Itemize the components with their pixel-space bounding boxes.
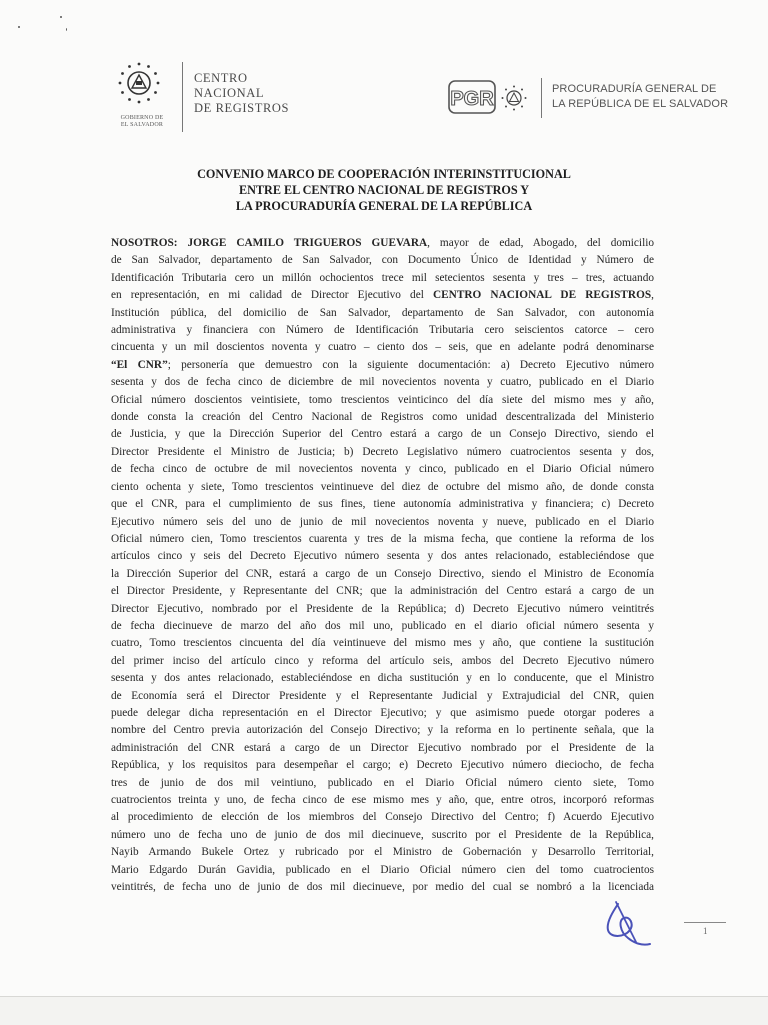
- body-line: tres de junio de dos mil veintiuno, publicado en el Diario Oficial número ciento siete, Tomo: [111, 776, 654, 789]
- body-line: de fecha cinco de octubre de mil novecientos noventa y cinco, publicado en el Diario Oficial número: [111, 463, 654, 476]
- scan-speck: [66, 28, 67, 31]
- page-number-rule: [684, 922, 726, 923]
- pgr-logo-icon: [448, 80, 496, 114]
- body-line: “El CNR”; personería que demuestro con la siguiente documentación: a) Decreto Ejecutivo número: [111, 358, 654, 371]
- body-line: en representación, en mi calidad de Director Ejecutivo del CENTRO NACIONAL DE REGISTROS,: [111, 289, 654, 302]
- scan-speck: [60, 16, 62, 18]
- header-divider: [182, 62, 183, 132]
- document-title: CONVENIO MARCO DE COOPERACIÓN INTERINSTITUCIONAL ENTRE EL CENTRO NACIONAL DE REGISTROS Y LA PROCURADURÍA GENERAL DE LA REPÚBLICA: [197, 167, 571, 213]
- body-line: nombre del Centro previa autorización del Consejo Directivo; y la reforma en lo pertinente señala, que la: [111, 724, 654, 737]
- body-line: cuatro, Tomo trescientos cincuenta del día veintinueve del mismo mes y año, que contiene la sustitución: [111, 637, 654, 650]
- body-line: de Economía será el Director Presidente y el Representante Judicial y Extrajudicial del CNR, quien: [111, 689, 654, 702]
- body-line: puede delegar dicha representación en el Director Ejecutivo; y que asimismo puede otorgar poderes a: [111, 706, 654, 719]
- el-salvador-seal-icon: [500, 84, 528, 112]
- body-line: cuatrocientos treinta y uno, de fecha cinco de ese mismo mes y año, que, entre otros, incorporó reformas: [111, 794, 654, 806]
- body-line: artículos cinco y seis del Decreto Ejecutivo número sesenta y dos antes relacionado, estableciéndose que: [111, 550, 654, 563]
- body-line: que el CNR, para el cumplimiento de sus fines, tiene autonomía administrativa y financiera; c) Decreto: [111, 498, 654, 511]
- body-line: veintitrés, de fecha uno de junio de dos mil diecinueve, por medio del cual se nombró a la licenciada: [111, 881, 654, 894]
- body-line: Mario Edgardo Durán Gavidia, publicado en el Diario Oficial número cien del tomo cuatrocientos: [111, 863, 654, 876]
- scan-bottom-margin: [0, 996, 768, 1025]
- page-number: 1: [703, 926, 708, 936]
- body-line: la Dirección Superior del CNR, estará a cargo de un Consejo Directivo, siendo el Ministro de Economía: [111, 567, 654, 580]
- header-divider: [541, 78, 542, 118]
- body-paragraph: [111, 235, 654, 896]
- el-salvador-seal-icon: [116, 60, 162, 106]
- body-line: sesenta y dos antes relacionado, estableciéndose en dicha sustitución y en lo conducente, que el Ministro: [111, 672, 654, 685]
- body-line: sesenta y dos de fecha cinco de diciembre de mil novecientos noventa y cuatro, publicado en el Diario: [111, 376, 654, 389]
- body-line: de Justicia, y que la Dirección Superior del Centro estará a cargo de un Consejo Directivo, siendo el: [111, 428, 654, 441]
- pgr-name: PROCURADURÍA GENERAL DE LA REPÚBLICA DE EL SALVADOR: [552, 83, 729, 110]
- signature-mark-icon: [596, 896, 656, 952]
- body-line: administrativa y financiera con Número de Identificación Tributaria cero seiscientos catorce – cero: [111, 324, 654, 337]
- body-line: ciento ochenta y siete, Tomo trescientos veintinueve del diez de octubre del mismo año, de donde consta: [111, 480, 654, 493]
- cnr-name: CENTRO NACIONAL DE REGISTROS: [194, 71, 290, 115]
- scan-speck: [18, 26, 20, 28]
- gov-caption: GOBIERNO DE EL SALVADOR: [120, 115, 164, 128]
- body-line: de fecha diecinueve de marzo del año dos mil uno, publicado en el diario oficial número sesenta y: [111, 619, 654, 632]
- body-line: el Director Presidente, y Representante del CNR; que la administración del Centro estará a cargo de un: [111, 585, 654, 598]
- body-line: Oficial número doscientos veintisiete, tomo trescientos veinticinco del día siete del mismo mes y año,: [111, 393, 654, 406]
- body-line: donde consta la creación del Centro Nacional de Registros como unidad descentralizada del Ministerio: [111, 411, 654, 424]
- body-line: Director Presidente el Ministro de Justicia; b) Decreto Legislativo número cuatrocientos sesenta y dos,: [111, 445, 654, 458]
- body-line: de San Salvador, departamento de San Salvador, con Documento Único de Identidad y Número de: [111, 254, 654, 267]
- svg-text:PGR: PGR: [450, 88, 494, 110]
- body-line: Nayib Armando Bukele Ortez y rubricado por el Ministro de Gobernación y Desarrollo Territorial,: [111, 846, 654, 859]
- body-line: al procedimiento de elección de los miembros del Consejo Directivo del Centro; f) Acuerdo Ejecutivo: [111, 811, 654, 824]
- body-line: número uno de fecha uno de junio de dos mil diecinueve, suscrito por el Presidente de la República,: [111, 828, 654, 841]
- body-line: Institución pública, del domicilio de San Salvador, departamento de San Salvador, con autonomía: [111, 306, 654, 319]
- body-line: República, y los requisitos para desempeñar el cargo; e) Decreto Ejecutivo número dieciocho, de fecha: [111, 759, 654, 772]
- body-line: administración del CNR estará a cargo de un Director Ejecutivo nombrado por el Presidente de la: [111, 741, 654, 754]
- body-line: Director Ejecutivo, nombrado por el Presidente de la República; d) Decreto Ejecutivo número veintitrés: [111, 602, 654, 615]
- body-line: Ejecutivo número seis del uno de junio de mil novecientos noventa y nueve, publicado en el Diario: [111, 515, 654, 528]
- body-line: cincuenta y un mil doscientos noventa y cuatro – ciento dos – seis, que en adelante podrá denominarse: [111, 341, 654, 354]
- body-line: Oficial número cien, Tomo trescientos cuarenta y tres de la misma fecha, que contiene la reforma de los: [111, 532, 654, 545]
- body-line: NOSOTROS: JORGE CAMILO TRIGUEROS GUEVARA, mayor de edad, Abogado, del domicilio: [111, 237, 654, 249]
- body-line: Identificación Tributaria cero un millón ochocientos trece mil setecientos sesenta y tres – tres, actuando: [111, 271, 654, 284]
- body-line: del primer inciso del artículo cinco y reforma del artículo seis, ambos del Decreto Ejecutivo número: [111, 654, 654, 667]
